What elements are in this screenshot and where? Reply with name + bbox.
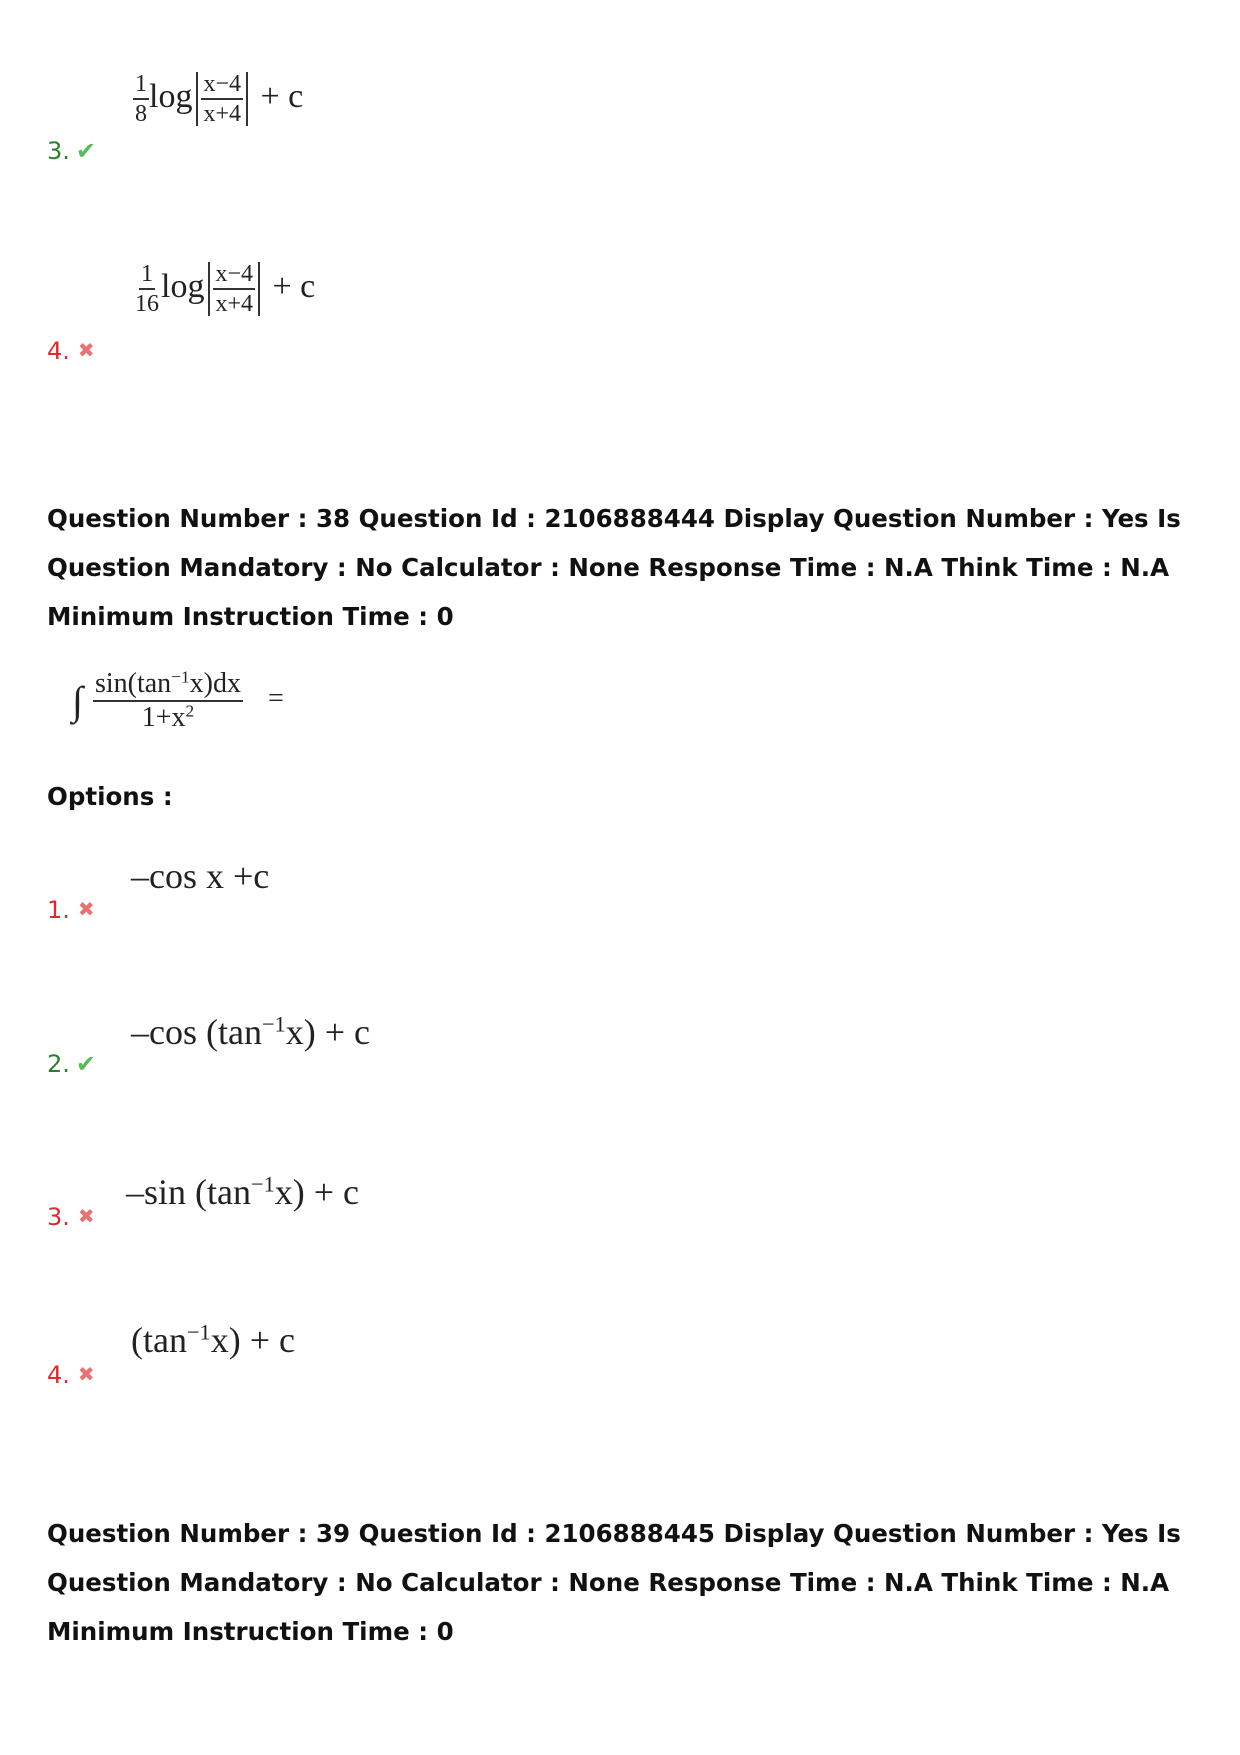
q38-option-1-label: 1. ✖: [47, 896, 95, 924]
q38-option-4-label: 4. ✖: [47, 1361, 95, 1389]
q37-option-4-formula: $\frac{1}{16}$ log $\frac{x-4}{x+4}$ + c: [135, 261, 316, 317]
q39-header: Question Number : 39 Question Id : 2106888445 Display Question Number : Yes Is Question Mandatory : No Calculator : None Response Time : N.A Think Time : N.A Minimum Instruction Time : 0: [47, 1519, 1181, 1646]
q38-option-1-formula: –cos x +c: [131, 856, 270, 896]
q37-option-3-formula: $\frac{1}{8}$ log $\frac{x-4}{x+4}$ + c: [135, 71, 304, 127]
fraction: $\frac{1}{8}$: [135, 71, 147, 127]
options-label: Options :: [47, 782, 173, 811]
cross-icon: ✖: [77, 338, 95, 362]
absolute-value: $\frac{x-4}{x+4}$: [196, 72, 248, 126]
q37-option-3-label: 3. ✔: [47, 137, 97, 165]
q38-option-2-label: 2. ✔: [47, 1050, 97, 1078]
q38-option-3-formula: –sin $(\tan^{-1}x) + c$: [126, 1171, 360, 1212]
check-icon: ✔: [75, 1050, 97, 1078]
cross-icon: ✖: [77, 897, 95, 921]
cross-icon: ✖: [77, 1362, 95, 1386]
q38-header: Question Number : 38 Question Id : 2106888444 Display Question Number : Yes Is Question Mandatory : No Calculator : None Response Time : N.A Think Time : N.A Minimum Instruction Time : 0: [47, 504, 1181, 631]
q37-option-4-label: 4. ✖: [47, 337, 95, 365]
absolute-value: $\frac{x-4}{x+4}$: [208, 262, 260, 316]
q38-option-4-formula: $(\tan^{-1}x) + c$: [131, 1319, 295, 1360]
fraction: $\frac{1}{16}$: [135, 261, 159, 317]
q38-question-formula: ∫ $\frac{\sin(\tan^{-1}x)dx}{1+x^2}$ =: [72, 667, 284, 733]
q38-option-2-formula: –cos $(\tan^{-1}x) + c$: [131, 1011, 370, 1052]
check-icon: ✔: [75, 137, 97, 165]
cross-icon: ✖: [77, 1204, 95, 1228]
q38-option-3-label: 3. ✖: [47, 1203, 95, 1231]
integrand-fraction: $\frac{\sin(\tan^{-1}x)dx}{1+x^2}$: [94, 667, 241, 733]
